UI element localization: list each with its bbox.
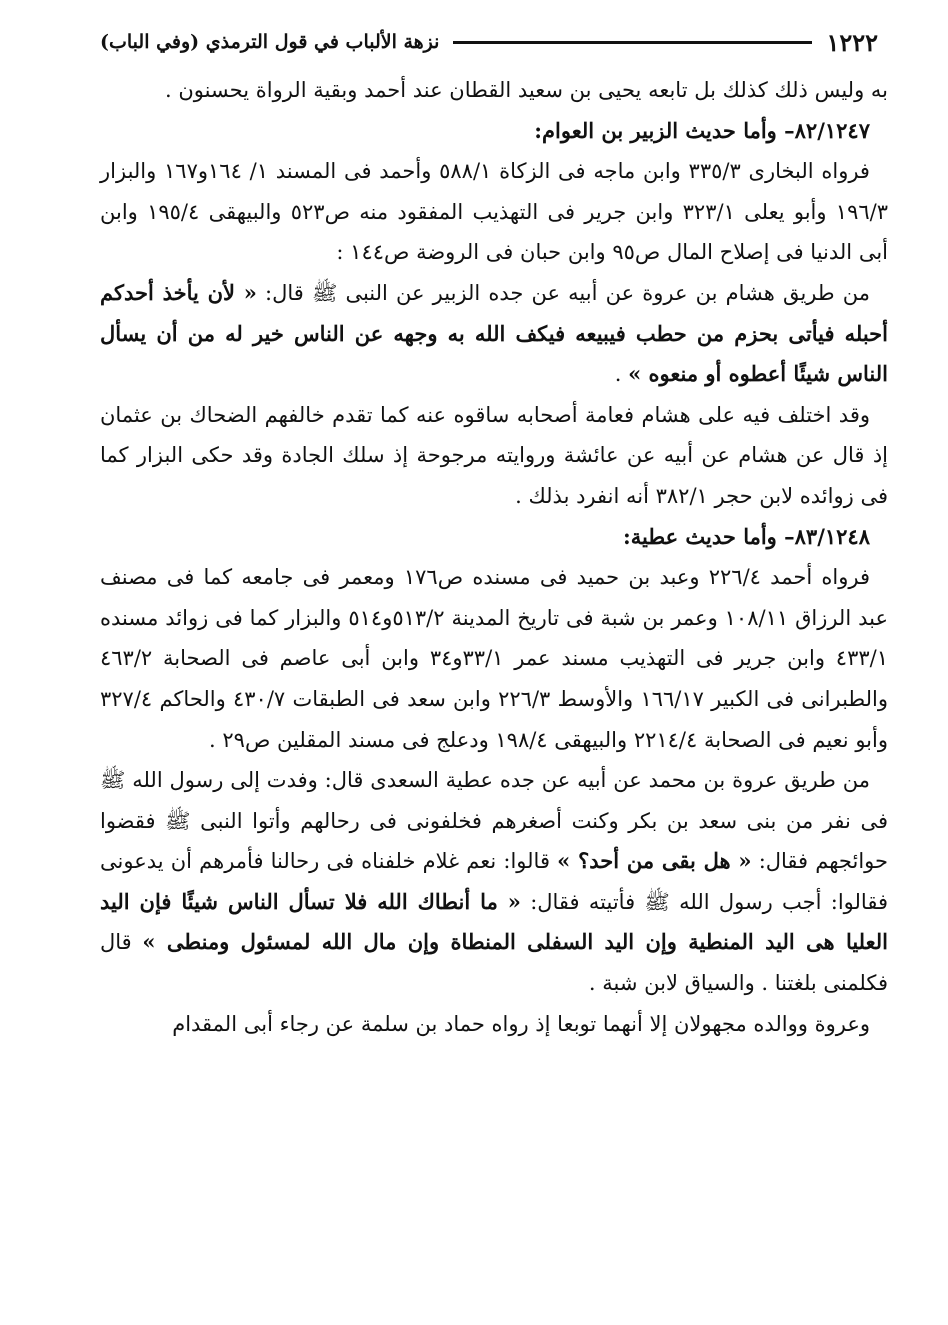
hadith-tail: قال فكلمنى بلغتنا . والسياق لابن شبة . (100, 930, 888, 996)
hadith-tail: . (614, 362, 629, 387)
hadith-chain: من طريق هشام بن عروة عن أبيه عن جده الزبير عن النبى ﷺ قال: (256, 280, 870, 305)
page-body (100, 70, 888, 1044)
page-number: ١٢٢٢ (826, 27, 878, 57)
hadith-quote-1: « هل بقى من أحد؟ » (557, 848, 752, 874)
paragraph-atiyya-sources: فرواه أحمد ٢٢٦/٤ وعبد بن حميد فى مسنده ص١٧٦ ومعمر فى جامعه كما فى مصنف عبد الرزاق ١٠٨/١١ وعمر بن شبة فى تاريخ المدينة ٥١٣/٢و٥١٤ والبزار كما فى زوائد مسنده ٤٣٣/١ وابن جرير فى التهذيب مسند عمر ٣٣/١و٣٤ وابن أبى عاصم فى الصحابة ٤٦٣/٢ والطبرانى فى الكبير ١٦٦/١٧ والأوسط ٢٢٦/٣ وابن سعد فى الطبقات ٤٣٠/٧ والحاكم ٣٢٧/٤ وأبو نعيم فى الصحابة ٢٢١٤/٤ والبيهقى ١٩٨/٤ ودعلج فى مسند المقلين ص٢٩ . (100, 565, 889, 752)
paragraph-zubair-sources: فرواه البخارى ٣٣٥/٣ وابن ماجه فى الزكاة ٥٨٨/١ وأحمد فى المسند ١/ ١٦٤و١٦٧ والبزار ١٩٦/٣ وأبو يعلى ٣٢٣/١ وابن جرير فى التهذيب المفقود منه ص٥٢٣ والبيهقى ١٩٥/٤ وابن أبى الدنيا فى إصلاح المال ص٩٥ وابن حبان فى الروضة ص١٤٤ : (100, 159, 888, 265)
header-rule (453, 41, 812, 44)
paragraph-zubair-hadith (100, 273, 888, 395)
paragraph-atiyya-hadith (100, 760, 888, 1004)
page-header (100, 22, 878, 62)
hadith-chain: من طريق عروة بن محمد عن أبيه عن جده عطية السعدى قال: وفدت إلى رسول الله ﷺ فى نفر من بنى سعد بن بكر وكنت أصغرهم فخلفونى فى رحالهم وأتوا النبى ﷺ فقضوا حوائجهم فقال: (100, 768, 888, 874)
section-heading-atiyya: ٨٣/١٢٤٨– وأما حديث عطية: (623, 523, 870, 549)
paragraph-atiyya-discussion: وعروة ووالده مجهولان إلا أنهما توبعا إذ رواه حماد بن سلمة عن رجاء أبى المقدام (172, 1011, 870, 1036)
paragraph-continuation: به وليس ذلك كذلك بل تابعه يحيى بن سعيد القطان عند أحمد وبقية الرواة يحسنون . (164, 78, 888, 102)
paragraph-zubair-discussion: وقد اختلف فيه على هشام فعامة أصحابه ساقوه عنه كما تقدم خالفهم الضحاك بن عثمان إذ قال عن هشام عن أبيه عن عائشة وروايته مرجوحة إذ سلك الجادة وقد حكى البزار كما فى زوائده لابن حجر ٣٨٢/١ أنه انفرد بذلك . (100, 402, 888, 508)
hadith-quote-2: « ما أنطاك الله فلا تسأل الناس شيئًا فإن اليد العليا هى اليد المنطية وإن اليد السفلى المنطاة وإن مال الله لمسئول ومنطى » (100, 888, 888, 955)
hadith-text: « لأن يأخذ أحدكم أحبله فيأتى بحزم من حطب فيبيعه فيكف الله به وجهه عن الناس خير له من أن يسأل الناس شيئًا أعطوه أو منعوه » (100, 279, 888, 387)
running-title: نزهة الألباب في قول الترمذي (وفي الباب) (100, 31, 440, 53)
section-heading-zubair: ٨٢/١٢٤٧– وأما حديث الزبير بن العوام: (534, 117, 870, 143)
hadith-narration: قالوا: نعم غلام خلفناه فى رحالنا فأمرهم أن يدعونى فقالوا: أجب رسول الله ﷺ فأتيته فقال: (100, 849, 888, 914)
